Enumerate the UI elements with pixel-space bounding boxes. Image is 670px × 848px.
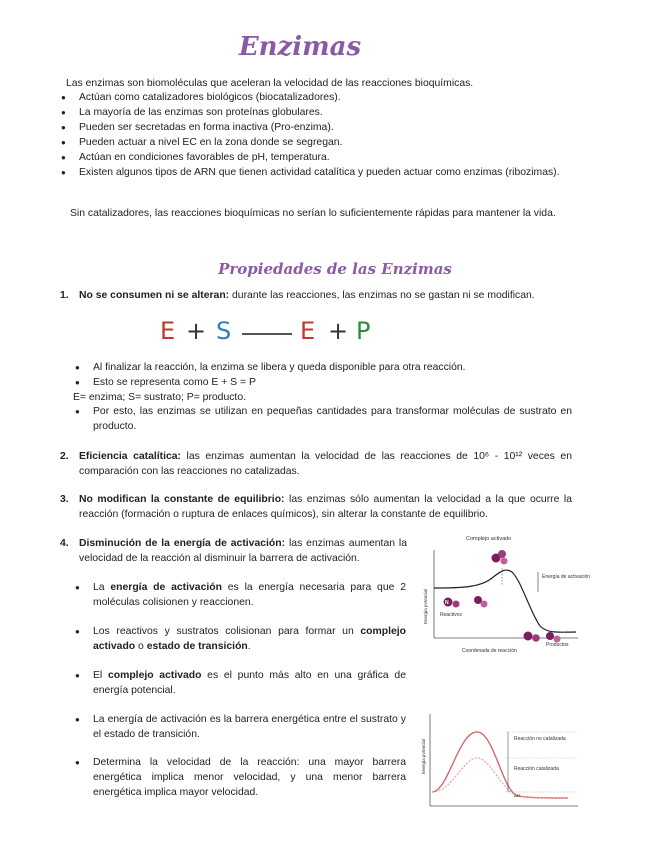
figure-label: Energía de activación [542, 574, 591, 580]
list-item: ● Actúan en condiciones favorables de pH, temperatura. [60, 150, 572, 165]
list-item: ● La energía de activación es la energía necesaria para que 2 moléculas colisionen y reaccionen. [74, 580, 406, 610]
section-1 [60, 288, 572, 303]
section-4-bullet [74, 755, 406, 800]
section-4-bullet [74, 624, 406, 654]
molecule [481, 601, 488, 608]
section-heading: Eficiencia catalítica: [79, 451, 181, 462]
plus-sign: + [186, 317, 207, 345]
catalysis-diagram-figure [418, 710, 582, 810]
section-2 [60, 449, 572, 479]
section-number: 1. [60, 290, 69, 301]
section-text: las enzimas aumentan la velocidad de las reacciones de 10⁶ - 10¹² veces en comparación con las reacciones no catalizadas. [79, 451, 572, 477]
substrate-symbol: S [216, 317, 232, 345]
x-axis-label: Coordenada de reacción [462, 648, 517, 654]
intro-bullet-list [60, 90, 572, 180]
section-text: las enzimas sólo aumentan la velocidad a la que ocurre la reacción (formación o ruptura de enlaces químicos), sin alterar la constante de equilibrio. [79, 494, 572, 520]
section-1-bullets [74, 360, 572, 390]
molecule [498, 550, 506, 558]
y-axis-label: Energía potencial [423, 588, 428, 624]
intro-text: Las enzimas son biomoléculas que aceleran la velocidad de las reacciones bioquímicas. [66, 78, 474, 89]
figure-label: ΔH [514, 793, 521, 798]
enzyme-symbol: E [160, 317, 176, 345]
energy-diagram-figure [418, 532, 591, 654]
figure-label: Complejo activado [466, 536, 512, 542]
product-symbol: P [356, 317, 371, 345]
section-3 [60, 492, 572, 522]
section-subtitle: Propiedades de las Enzimas [218, 260, 452, 278]
section-text: las enzimas aumentan la velocidad de la reacción al disminuir la barrera de activación. [79, 538, 407, 564]
molecule [453, 601, 460, 608]
list-item: ● Los reactivos y sustratos colisionan para formar un complejo activado o estado de transición. [74, 624, 406, 654]
section-4-bullet [74, 712, 406, 742]
section-number: 2. [60, 451, 69, 462]
list-item: ● Existen algunos tipos de ARN que tienen actividad catalítica y pueden actuar como enzimas (ribozimas). [60, 165, 572, 180]
list-item: ● La energía de activación es la barrera energética entre el sustrato y el estado de transición. [74, 712, 406, 742]
list-item: ● Al finalizar la reacción, la enzima se libera y queda disponible para otra reacción. [74, 360, 572, 375]
list-item: ● Pueden actuar a nivel EC en la zona donde se segregan. [60, 135, 572, 150]
section-4-bullet [74, 580, 406, 610]
intro-paragraph: Sin catalizadores, las reacciones bioquímicas no serían lo suficientemente rápidas para mantener la vida. [70, 208, 556, 219]
page-title: Enzimas [238, 32, 362, 62]
reaction-line [242, 333, 292, 335]
enzyme-symbol: E [300, 317, 316, 345]
y-axis-label: Energía potencial [421, 738, 426, 774]
molecule [546, 632, 554, 640]
figure-label: N [445, 600, 449, 606]
section-heading: No se consumen ni se alteran: [79, 290, 230, 301]
list-item: ● Actúan como catalizadores biológicos (biocatalizadores). [60, 90, 572, 105]
list-item: ● Por esto, las enzimas se utilizan en pequeñas cantidades para transformar moléculas de sustrato en producto. [74, 404, 572, 434]
list-item: ● Esto se representa como E + S = P [74, 375, 572, 390]
section-4 [60, 536, 407, 566]
reaction-equation [160, 316, 390, 346]
list-item: ● Determina la velocidad de la reacción: una mayor barrera energética implica menor velocidad, y una menor barrera energética implica mayor velocidad. [74, 755, 406, 800]
section-number: 4. [60, 538, 69, 549]
section-text: durante las reacciones, las enzimas no se gastan ni se modifican. [229, 290, 535, 301]
plus-sign: + [328, 317, 349, 345]
figure-label: Productos [546, 642, 569, 648]
molecule [532, 634, 540, 642]
figure-label: Reacción no catalizada [514, 736, 566, 742]
section-heading: Disminución de la energía de activación: [79, 538, 286, 549]
list-item: ● Pueden ser secretadas en forma inactiva (Pro-enzima). [60, 120, 572, 135]
section-heading: No modifican la constante de equilibrio: [79, 494, 285, 505]
figure-label: Reactivos [440, 612, 462, 618]
section-1-bullets-2 [74, 404, 572, 434]
molecule [524, 632, 533, 641]
section-number: 3. [60, 494, 69, 505]
molecule [501, 558, 508, 565]
figure-label: Reacción catalizada [514, 766, 559, 772]
list-item: ● La mayoría de las enzimas son proteínas globulares. [60, 105, 572, 120]
list-item: ● El complejo activado es el punto más alto en una gráfica de energía potencial. [74, 668, 406, 698]
section-4-bullet [74, 668, 406, 698]
legend-text: E= enzima; S= sustrato; P= producto. [73, 392, 246, 403]
